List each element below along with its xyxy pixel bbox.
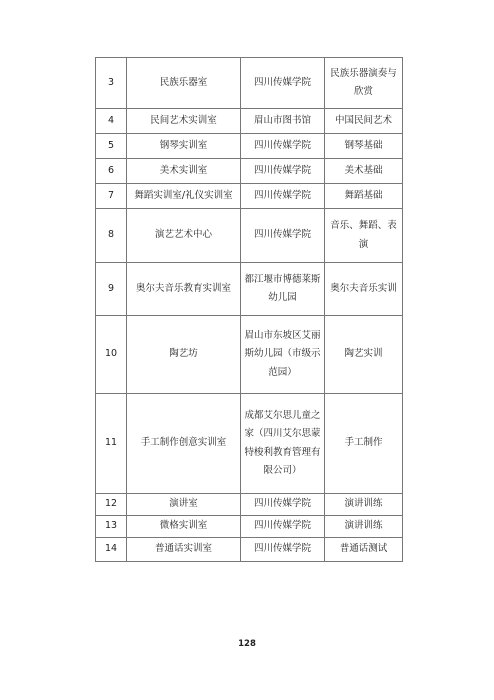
course-use: 演讲训练	[325, 516, 403, 538]
table-row	[96, 516, 403, 538]
location: 四川传媒学院	[241, 58, 325, 109]
location: 四川传媒学院	[241, 134, 325, 159]
course-use: 手工制作	[325, 394, 403, 494]
table-row	[96, 316, 403, 394]
table-row	[96, 109, 403, 134]
row-number: 4	[96, 109, 127, 134]
location: 眉山市图书馆	[241, 109, 325, 134]
room-name: 民间艺术实训室	[127, 109, 241, 134]
course-use: 中国民间艺术	[325, 109, 403, 134]
location: 四川传媒学院	[241, 494, 325, 516]
course-use: 美术基础	[325, 159, 403, 184]
course-use: 演讲训练	[325, 494, 403, 516]
row-number: 14	[96, 538, 127, 562]
room-name: 演艺艺术中心	[127, 209, 241, 263]
row-number: 9	[96, 263, 127, 316]
course-use: 舞蹈基础	[325, 184, 403, 209]
room-name: 奥尔夫音乐教育实训室	[127, 263, 241, 316]
location: 四川传媒学院	[241, 184, 325, 209]
row-number: 5	[96, 134, 127, 159]
location: 四川传媒学院	[241, 538, 325, 562]
location: 都江堰市博德莱斯幼儿园	[241, 263, 325, 316]
row-number: 7	[96, 184, 127, 209]
row-number: 10	[96, 316, 127, 394]
course-use: 奥尔夫音乐实训	[325, 263, 403, 316]
row-number: 6	[96, 159, 127, 184]
table-row	[96, 58, 403, 109]
course-use: 钢琴基础	[325, 134, 403, 159]
location: 成都艾尔思儿童之家（四川艾尔思蒙特梭利教育管理有限公司）	[241, 394, 325, 494]
room-name: 民族乐器室	[127, 58, 241, 109]
row-number: 11	[96, 394, 127, 494]
row-number: 8	[96, 209, 127, 263]
room-name: 手工制作创意实训室	[127, 394, 241, 494]
room-name: 微格实训室	[127, 516, 241, 538]
course-use: 陶艺实训	[325, 316, 403, 394]
course-use: 民族乐器演奏与欣赏	[325, 58, 403, 109]
course-use: 普通话测试	[325, 538, 403, 562]
course-use: 音乐、舞蹈、表演	[325, 209, 403, 263]
table-row	[96, 394, 403, 494]
location: 四川传媒学院	[241, 516, 325, 538]
row-number: 13	[96, 516, 127, 538]
location: 眉山市东坡区艾丽斯幼儿园（市级示范园）	[241, 316, 325, 394]
room-name: 钢琴实训室	[127, 134, 241, 159]
room-name: 普通话实训室	[127, 538, 241, 562]
row-number: 3	[96, 58, 127, 109]
table-row	[96, 494, 403, 516]
room-name: 舞蹈实训室/礼仪实训室	[127, 184, 241, 209]
table-row	[96, 538, 403, 562]
room-name: 美术实训室	[127, 159, 241, 184]
location: 四川传媒学院	[241, 209, 325, 263]
row-number: 12	[96, 494, 127, 516]
table-row	[96, 263, 403, 316]
table-row	[96, 209, 403, 263]
location: 四川传媒学院	[241, 159, 325, 184]
page-number: 128	[238, 639, 256, 649]
table-row	[96, 159, 403, 184]
training-room-table	[95, 57, 403, 562]
room-name: 演讲室	[127, 494, 241, 516]
table-row	[96, 184, 403, 209]
room-name: 陶艺坊	[127, 316, 241, 394]
table-row	[96, 134, 403, 159]
